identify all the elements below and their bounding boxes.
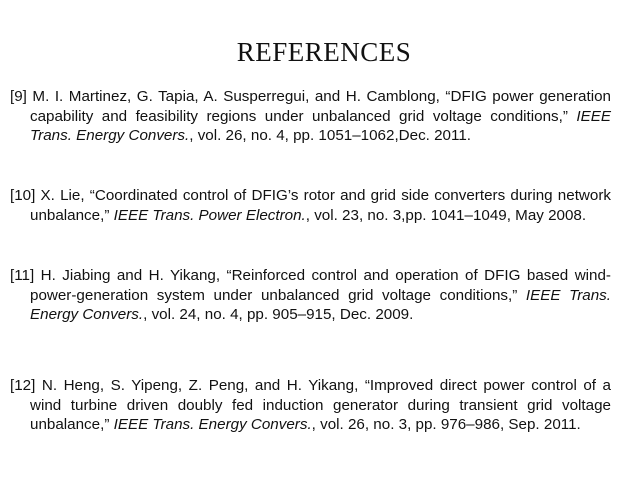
reference-authors-and-title: [12] N. Heng, S. Yipeng, Z. Peng, and H. Yikang, “Improved direct power control of a wind turbine driven doubly fed induction generator during transient grid voltage unbalance,” <box>10 377 611 434</box>
reference-item <box>10 376 611 435</box>
reference-authors-and-title: [11] H. Jiabing and H. Yikang, “Reinforced control and operation of DFIG based wind-power-generation system under unbalanced grid voltage conditions,” <box>10 267 611 304</box>
reference-details: , vol. 26, no. 3, pp. 976–986, Sep. 2011. <box>311 416 581 434</box>
reference-details: , vol. 23, no. 3,pp. 1041–1049, May 2008. <box>305 206 587 224</box>
reference-authors-and-title: [9] M. I. Martinez, G. Tapia, A. Susperregui, and H. Camblong, “DFIG power generation capability and feasibility regions under unbalanced grid voltage conditions,” <box>10 88 611 125</box>
reference-item <box>10 87 611 146</box>
reference-item <box>10 266 611 325</box>
reference-journal: IEEE Trans. Energy Convers. <box>113 416 312 434</box>
reference-journal: IEEE Trans. Energy Convers. <box>30 286 611 324</box>
reference-details: , vol. 26, no. 4, pp. 1051–1062,Dec. 2011. <box>189 127 471 145</box>
reference-details: , vol. 24, no. 4, pp. 905–915, Dec. 2009. <box>143 306 414 324</box>
reference-authors-and-title: [10] X. Lie, “Coordinated control of DFIG’s rotor and grid side converters during network unbalance,” <box>10 187 611 224</box>
reference-journal: IEEE Trans. Power Electron. <box>113 206 306 224</box>
slide-title: REFERENCES <box>236 37 412 67</box>
reference-item <box>10 186 611 225</box>
reference-journal: IEEE Trans. Energy Convers. <box>30 107 611 145</box>
